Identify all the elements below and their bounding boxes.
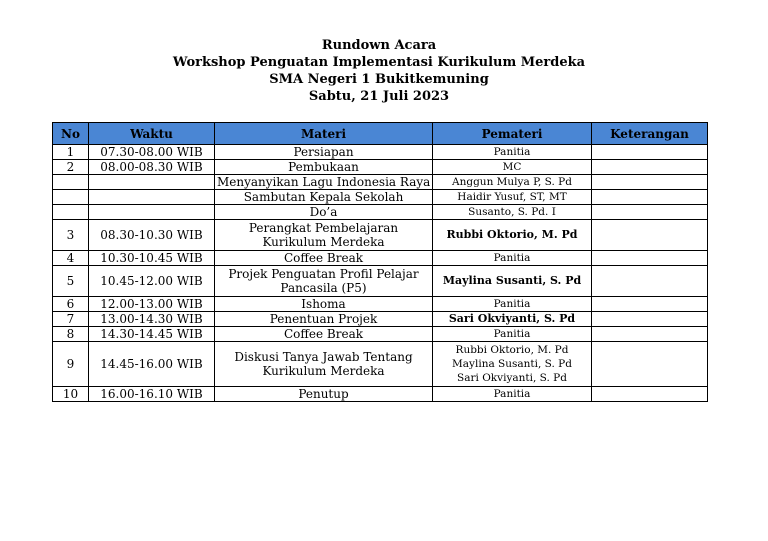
table-row <box>53 160 708 175</box>
table-row <box>53 312 708 327</box>
pemateri-line: Rubbi Oktorio, M. Pd <box>455 344 569 356</box>
materi-line: Sambutan Kepala Sekolah <box>243 190 404 204</box>
column-header-pemateri: Pemateri <box>433 123 592 145</box>
cell-materi <box>215 387 433 402</box>
table-row <box>53 190 708 205</box>
cell-materi <box>215 342 433 387</box>
cell-keterangan <box>592 220 708 251</box>
cell-waktu: 16.00-16.10 WIB <box>89 387 215 402</box>
cell-waktu <box>89 175 215 190</box>
cell-waktu: 07.30-08.00 WIB <box>89 145 215 160</box>
cell-materi <box>215 160 433 175</box>
cell-keterangan <box>592 312 708 327</box>
cell-no <box>53 190 89 205</box>
cell-keterangan <box>592 251 708 266</box>
title-line-4: Sabtu, 21 Juli 2023 <box>308 89 450 104</box>
pemateri-line: Panitia <box>493 252 531 264</box>
pemateri-line: Susanto, S. Pd. I <box>468 206 556 218</box>
table-row <box>53 327 708 342</box>
column-header-waktu: Waktu <box>89 123 215 145</box>
cell-materi <box>215 220 433 251</box>
cell-pemateri <box>433 205 592 220</box>
materi-line: Pancasila (P5) <box>280 281 367 295</box>
table-row <box>53 145 708 160</box>
pemateri-line: Maylina Susanti, S. Pd <box>452 358 572 370</box>
cell-pemateri <box>433 145 592 160</box>
cell-no <box>53 205 89 220</box>
cell-keterangan <box>592 160 708 175</box>
materi-line: Projek Penguatan Profil Pelajar <box>228 267 419 281</box>
cell-materi <box>215 251 433 266</box>
table-row <box>53 220 708 251</box>
pemateri-line: Panitia <box>493 146 531 158</box>
cell-waktu <box>89 190 215 205</box>
pemateri-line: Panitia <box>493 328 531 340</box>
cell-waktu: 14.30-14.45 WIB <box>89 327 215 342</box>
table-row <box>53 297 708 312</box>
title-line-3: SMA Negeri 1 Bukitkemuning <box>269 72 489 87</box>
cell-materi <box>215 312 433 327</box>
cell-materi <box>215 175 433 190</box>
cell-keterangan <box>592 387 708 402</box>
cell-materi <box>215 145 433 160</box>
pemateri-line: Rubbi Oktorio, M. Pd <box>446 228 578 241</box>
materi-line: Coffee Break <box>283 251 364 265</box>
table-row <box>53 342 708 387</box>
column-header-no: No <box>53 123 89 145</box>
pemateri-line: Panitia <box>493 388 531 400</box>
cell-no: 9 <box>53 342 89 387</box>
cell-pemateri <box>433 297 592 312</box>
pemateri-line: MC <box>502 161 522 173</box>
cell-materi <box>215 297 433 312</box>
cell-no <box>53 175 89 190</box>
cell-keterangan <box>592 266 708 297</box>
cell-no: 10 <box>53 387 89 402</box>
table-row <box>53 266 708 297</box>
materi-line: Menyanyikan Lagu Indonesia Raya <box>217 175 431 189</box>
pemateri-line: Haidir Yusuf, ST, MT <box>457 191 567 203</box>
materi-line: Ishoma <box>301 297 346 311</box>
materi-line: Pembukaan <box>288 160 359 174</box>
cell-no: 1 <box>53 145 89 160</box>
cell-materi <box>215 327 433 342</box>
document-title-block <box>0 37 758 105</box>
cell-pemateri <box>433 266 592 297</box>
materi-line: Kurikulum Merdeka <box>262 364 385 378</box>
materi-line: Coffee Break <box>283 327 364 341</box>
cell-waktu: 08.30-10.30 WIB <box>89 220 215 251</box>
cell-pemateri <box>433 160 592 175</box>
cell-no: 3 <box>53 220 89 251</box>
cell-no: 2 <box>53 160 89 175</box>
materi-line: Do’a <box>309 205 338 219</box>
pemateri-line: Sari Okviyanti, S. Pd <box>448 312 576 325</box>
cell-no: 7 <box>53 312 89 327</box>
pemateri-line: Sari Okviyanti, S. Pd <box>457 372 567 384</box>
table-header-row <box>53 123 708 145</box>
cell-pemateri <box>433 327 592 342</box>
column-header-keterangan: Keterangan <box>592 123 708 145</box>
materi-line: Perangkat Pembelajaran <box>248 221 399 235</box>
cell-waktu: 13.00-14.30 WIB <box>89 312 215 327</box>
cell-keterangan <box>592 190 708 205</box>
pemateri-line: Panitia <box>493 298 531 310</box>
materi-line: Penutup <box>298 387 349 401</box>
materi-line: Diskusi Tanya Jawab Tentang <box>234 350 413 364</box>
materi-line: Penentuan Projek <box>269 312 378 326</box>
cell-no: 4 <box>53 251 89 266</box>
cell-keterangan <box>592 205 708 220</box>
column-header-materi: Materi <box>215 123 433 145</box>
cell-pemateri <box>433 342 592 387</box>
materi-line: Kurikulum Merdeka <box>262 235 385 249</box>
cell-materi <box>215 205 433 220</box>
pemateri-line: Maylina Susanti, S. Pd <box>442 274 582 287</box>
cell-waktu: 14.45-16.00 WIB <box>89 342 215 387</box>
materi-line: Persiapan <box>293 145 354 159</box>
cell-pemateri <box>433 387 592 402</box>
cell-pemateri <box>433 220 592 251</box>
table-row <box>53 205 708 220</box>
cell-keterangan <box>592 297 708 312</box>
title-line-1: Rundown Acara <box>321 38 437 53</box>
cell-keterangan <box>592 342 708 387</box>
table-row <box>53 251 708 266</box>
table-row <box>53 387 708 402</box>
cell-waktu: 12.00-13.00 WIB <box>89 297 215 312</box>
title-line-2: Workshop Penguatan Implementasi Kurikulum Merdeka <box>172 55 586 70</box>
cell-waktu <box>89 205 215 220</box>
cell-pemateri <box>433 190 592 205</box>
table-row <box>53 175 708 190</box>
cell-pemateri <box>433 312 592 327</box>
cell-no: 6 <box>53 297 89 312</box>
cell-no: 5 <box>53 266 89 297</box>
cell-waktu: 08.00-08.30 WIB <box>89 160 215 175</box>
pemateri-line: Anggun Mulya P, S. Pd <box>452 176 572 188</box>
cell-keterangan <box>592 175 708 190</box>
rundown-table <box>52 122 708 402</box>
cell-materi <box>215 266 433 297</box>
cell-waktu: 10.45-12.00 WIB <box>89 266 215 297</box>
cell-materi <box>215 190 433 205</box>
cell-keterangan <box>592 145 708 160</box>
cell-waktu: 10.30-10.45 WIB <box>89 251 215 266</box>
cell-keterangan <box>592 327 708 342</box>
cell-no: 8 <box>53 327 89 342</box>
cell-pemateri <box>433 175 592 190</box>
cell-pemateri <box>433 251 592 266</box>
